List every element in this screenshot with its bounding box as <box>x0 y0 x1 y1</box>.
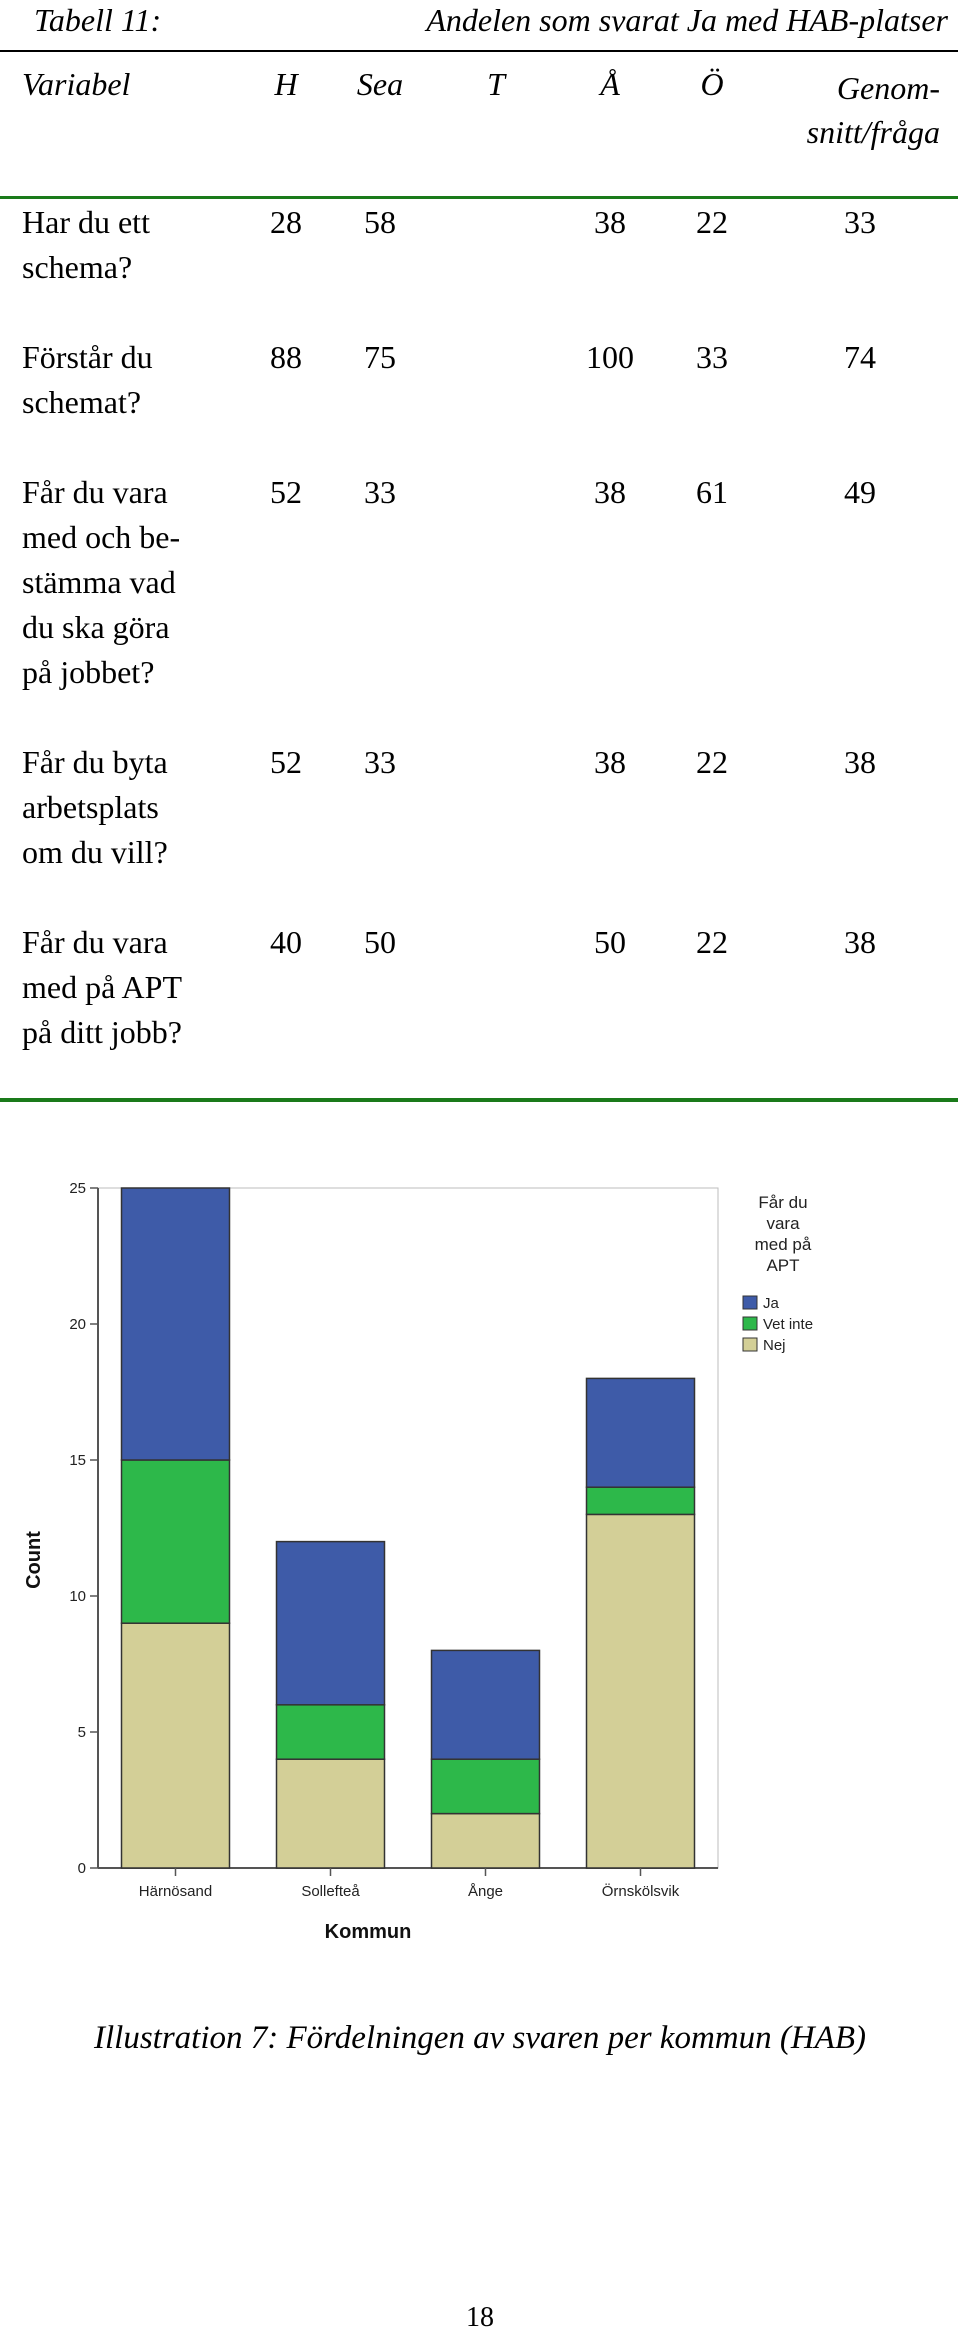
table-cell: 58 <box>364 204 396 240</box>
row-label-line: arbetsplats <box>22 789 159 825</box>
header-rule <box>0 196 958 199</box>
bar-segment-vet-inte <box>277 1705 385 1759</box>
y-tick-label: 25 <box>69 1180 86 1197</box>
bar-segment-vet-inte <box>587 1487 695 1514</box>
row-label-line: med på APT <box>22 969 182 1005</box>
legend-entry: Nej <box>763 1337 786 1354</box>
x-axis-title: Kommun <box>324 1921 412 1943</box>
bar-segment-ja <box>587 1378 695 1487</box>
y-tick-label: 15 <box>69 1452 86 1469</box>
row-label-line: med och be- <box>22 519 181 555</box>
header-col-h: H <box>274 66 298 102</box>
table-cell-average: 49 <box>844 474 876 510</box>
table-label: Tabell 11: <box>34 2 162 38</box>
table-cell: 38 <box>594 744 626 780</box>
header-col-oe: Ö <box>700 66 724 102</box>
table-cell: 38 <box>594 474 626 510</box>
table-cell: 22 <box>696 204 728 240</box>
table-cell: 75 <box>364 339 396 375</box>
bar-segment-ja <box>432 1650 540 1759</box>
table-cell: 50 <box>364 924 396 960</box>
table-caption <box>0 0 960 50</box>
row-label <box>22 335 242 425</box>
table-cell: 50 <box>594 924 626 960</box>
header-average-line1: Genom- <box>836 70 940 106</box>
row-label <box>22 740 242 875</box>
header-col-sea: Sea <box>356 66 404 102</box>
row-label-line: Får du byta <box>22 744 168 780</box>
header-variable: Variabel <box>22 66 131 102</box>
table-cell: 38 <box>594 204 626 240</box>
header-col-aa: Å <box>600 66 620 102</box>
row-label-line: Får du vara <box>22 924 168 960</box>
bar-segment-vet-inte <box>432 1759 540 1813</box>
bar-segment-ja <box>277 1542 385 1705</box>
row-label-line: stämma vad <box>22 564 176 600</box>
table-cell: 22 <box>696 924 728 960</box>
header-average <box>740 66 940 154</box>
row-label-line: schemat? <box>22 384 142 420</box>
table-cell-average: 38 <box>844 924 876 960</box>
row-label-line: på ditt jobb? <box>22 1014 182 1050</box>
figure-caption: Illustration 7: Fördelningen av svaren per kommun (HAB) <box>94 2020 866 2056</box>
row-label-line: på jobbet? <box>22 654 155 690</box>
row-label-line: om du vill? <box>22 834 168 870</box>
bar-segment-nej <box>122 1623 230 1868</box>
row-label-line: schema? <box>22 249 133 285</box>
legend-title-line: vara <box>766 1214 800 1233</box>
table-cell: 88 <box>270 339 302 375</box>
row-label <box>22 920 242 1055</box>
row-label-line: Förstår du <box>22 339 153 375</box>
bar-segment-nej <box>587 1514 695 1868</box>
bar-segment-ja <box>122 1188 230 1460</box>
table-cell-average: 74 <box>844 339 876 375</box>
bar-segment-nej <box>277 1759 385 1868</box>
legend-title-line: APT <box>766 1256 800 1275</box>
y-tick-label: 10 <box>69 1588 86 1605</box>
x-tick-label: Sollefteå <box>301 1883 360 1900</box>
y-tick-label: 5 <box>77 1724 86 1741</box>
row-label <box>22 470 242 695</box>
y-tick-label: 0 <box>77 1860 86 1877</box>
table-cell-average: 38 <box>844 744 876 780</box>
legend-title-line: Får du <box>758 1193 808 1212</box>
y-axis-title: Count <box>23 1531 45 1589</box>
legend-entry: Ja <box>763 1295 779 1312</box>
page-number: 18 <box>466 2302 494 2333</box>
table-cell: 61 <box>696 474 728 510</box>
legend-swatch <box>743 1296 757 1309</box>
table-top-rule <box>0 50 958 52</box>
row-label-line: Har du ett <box>22 204 150 240</box>
legend-swatch <box>743 1317 757 1330</box>
y-tick-label: 20 <box>69 1316 86 1333</box>
row-label-line: Får du vara <box>22 474 168 510</box>
row-label <box>22 200 242 290</box>
bar-segment-nej <box>432 1814 540 1868</box>
header-col-t: T <box>487 66 505 102</box>
table-cell: 22 <box>696 744 728 780</box>
x-tick-label: Härnösand <box>138 1883 213 1900</box>
table-cell: 33 <box>364 474 396 510</box>
legend-entry: Vet inte <box>763 1316 814 1333</box>
x-tick-label: Örnskölsvik <box>601 1883 680 1900</box>
table-title: Andelen som svarat Ja med HAB-platser <box>426 2 948 38</box>
table-cell-average: 33 <box>844 204 876 240</box>
table-cell: 52 <box>270 744 302 780</box>
bar-segment-vet-inte <box>122 1460 230 1623</box>
table-cell: 28 <box>270 204 302 240</box>
row-label-line: du ska göra <box>22 609 170 645</box>
table-cell: 52 <box>270 474 302 510</box>
chart-svg <box>18 1180 938 1960</box>
table-cell: 33 <box>364 744 396 780</box>
table-cell: 100 <box>586 339 634 375</box>
table-cell: 40 <box>270 924 302 960</box>
x-tick-label: Ånge <box>467 1883 504 1900</box>
table-bottom-rule <box>0 1098 958 1102</box>
stacked-bar-chart <box>18 1180 938 1960</box>
header-average-line2: snitt/fråga <box>806 114 940 150</box>
table-cell: 33 <box>696 339 728 375</box>
legend-swatch <box>743 1338 757 1351</box>
legend-title-line: med på <box>754 1235 812 1254</box>
